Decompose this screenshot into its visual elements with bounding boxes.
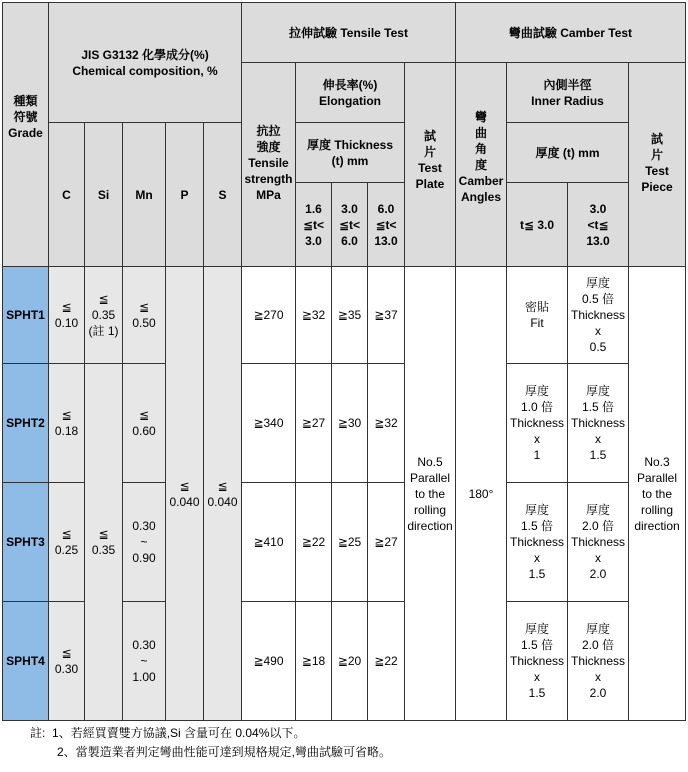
camber-angles-header: 彎 曲 角 度 Camber Angles	[456, 63, 507, 267]
tensile-strength-cell: ≧340	[242, 364, 296, 483]
tensile-strength-cell: ≧410	[242, 483, 296, 602]
grade-cell: SPHT1	[3, 267, 49, 364]
inner-radius-cell: 厚度 0.5 倍 Thickness x 0.5	[568, 267, 629, 364]
elongation-col-2-header: 3.0 ≦t< 6.0	[332, 183, 368, 267]
tensile-test-header: 拉伸試驗 Tensile Test	[242, 3, 456, 63]
mn-cell: 0.30 ~ 1.00	[123, 602, 166, 721]
c-cell: ≦ 0.10	[49, 267, 85, 364]
elongation-cell: ≧35	[332, 267, 368, 364]
test-plate-header: 試 片 Test Plate	[405, 63, 456, 267]
elongation-cell: ≧20	[332, 602, 368, 721]
mn-cell: ≦ 0.50	[123, 267, 166, 364]
test-piece-cell: No.3 Parallel to the rolling direction	[629, 267, 686, 721]
grade-header: 種類 符號 Grade	[3, 3, 49, 267]
tensile-strength-cell: ≧490	[242, 602, 296, 721]
si-cell: ≦ 0.35 (註 1)	[85, 267, 123, 364]
test-plate-cell: No.5 Parallel to the rolling direction	[405, 267, 456, 721]
si-cell: ≦ 0.35	[85, 364, 123, 721]
table-row	[3, 267, 686, 364]
elongation-cell: ≧18	[296, 602, 332, 721]
footnote-2-text: 2、當製造業者判定彎曲性能可達到規格規定,彎曲試驗可省略。	[57, 745, 392, 759]
inner-radius-thickness-header: 厚度 (t) mm	[507, 123, 629, 183]
footnote-2	[30, 743, 391, 762]
c-cell: ≦ 0.18	[49, 364, 85, 483]
s-header: S	[204, 123, 242, 267]
spec-table	[2, 2, 686, 721]
elongation-cell: ≧37	[368, 267, 405, 364]
elongation-cell: ≧25	[332, 483, 368, 602]
inner-radius-cell: 厚度 1.5 倍 Thickness x 1.5	[507, 602, 568, 721]
inner-radius-cell: 厚度 1.0 倍 Thickness x 1	[507, 364, 568, 483]
elongation-cell: ≧22	[368, 602, 405, 721]
grade-cell: SPHT4	[3, 602, 49, 721]
test-piece-header: 試 片 Test Piece	[629, 63, 686, 267]
elongation-col-1-header: 1.6 ≦t< 3.0	[296, 183, 332, 267]
elongation-col-3-header: 6.0 ≦t< 13.0	[368, 183, 405, 267]
c-header: C	[49, 123, 85, 267]
footnotes	[30, 724, 391, 762]
tensile-strength-header: 抗拉 強度 Tensile strength MPa	[242, 63, 296, 267]
inner-radius-cell: 厚度 2.0 倍 Thickness x 2.0	[568, 602, 629, 721]
inner-radius-cell: 厚度 2.0 倍 Thickness x 2.0	[568, 483, 629, 602]
inner-radius-cell: 密貼 Fit	[507, 267, 568, 364]
elongation-cell: ≧32	[296, 267, 332, 364]
inner-radius-col-2-header: 3.0 <t≦ 13.0	[568, 183, 629, 267]
p-header: P	[166, 123, 204, 267]
c-cell: ≦ 0.30	[49, 602, 85, 721]
elongation-cell: ≧32	[368, 364, 405, 483]
footnote-1-text: 1、若經買賣雙方協議,Si 含量可在 0.04%以下。	[52, 726, 306, 740]
inner-radius-cell: 厚度 1.5 倍 Thickness x 1.5	[507, 483, 568, 602]
elongation-cell: ≧27	[296, 364, 332, 483]
tensile-strength-cell: ≧270	[242, 267, 296, 364]
mn-cell: 0.30 ~ 0.90	[123, 483, 166, 602]
footnote-1	[30, 724, 391, 743]
camber-test-header: 彎曲試驗 Camber Test	[456, 3, 686, 63]
c-cell: ≦ 0.25	[49, 483, 85, 602]
s-cell: ≦ 0.040	[204, 267, 242, 721]
p-cell: ≦ 0.040	[166, 267, 204, 721]
elongation-cell: ≧27	[368, 483, 405, 602]
elongation-cell: ≧22	[296, 483, 332, 602]
grade-cell: SPHT3	[3, 483, 49, 602]
inner-radius-cell: 厚度 1.5 倍 Thickness x 1.5	[568, 364, 629, 483]
elongation-thickness-header: 厚度 Thickness (t) mm	[296, 123, 405, 183]
table-row	[3, 364, 686, 483]
footnote-label: 註:	[30, 726, 46, 740]
inner-radius-header: 內側半徑 Inner Radius	[507, 63, 629, 123]
chemical-composition-header: JIS G3132 化學成分(%) Chemical composition, %	[49, 3, 242, 123]
elongation-cell: ≧30	[332, 364, 368, 483]
mn-header: Mn	[123, 123, 166, 267]
inner-radius-col-1-header: t≦ 3.0	[507, 183, 568, 267]
mn-cell: ≦ 0.60	[123, 364, 166, 483]
elongation-header: 伸長率(%) Elongation	[296, 63, 405, 123]
grade-cell: SPHT2	[3, 364, 49, 483]
camber-angle-cell: 180°	[456, 267, 507, 721]
si-header: Si	[85, 123, 123, 267]
